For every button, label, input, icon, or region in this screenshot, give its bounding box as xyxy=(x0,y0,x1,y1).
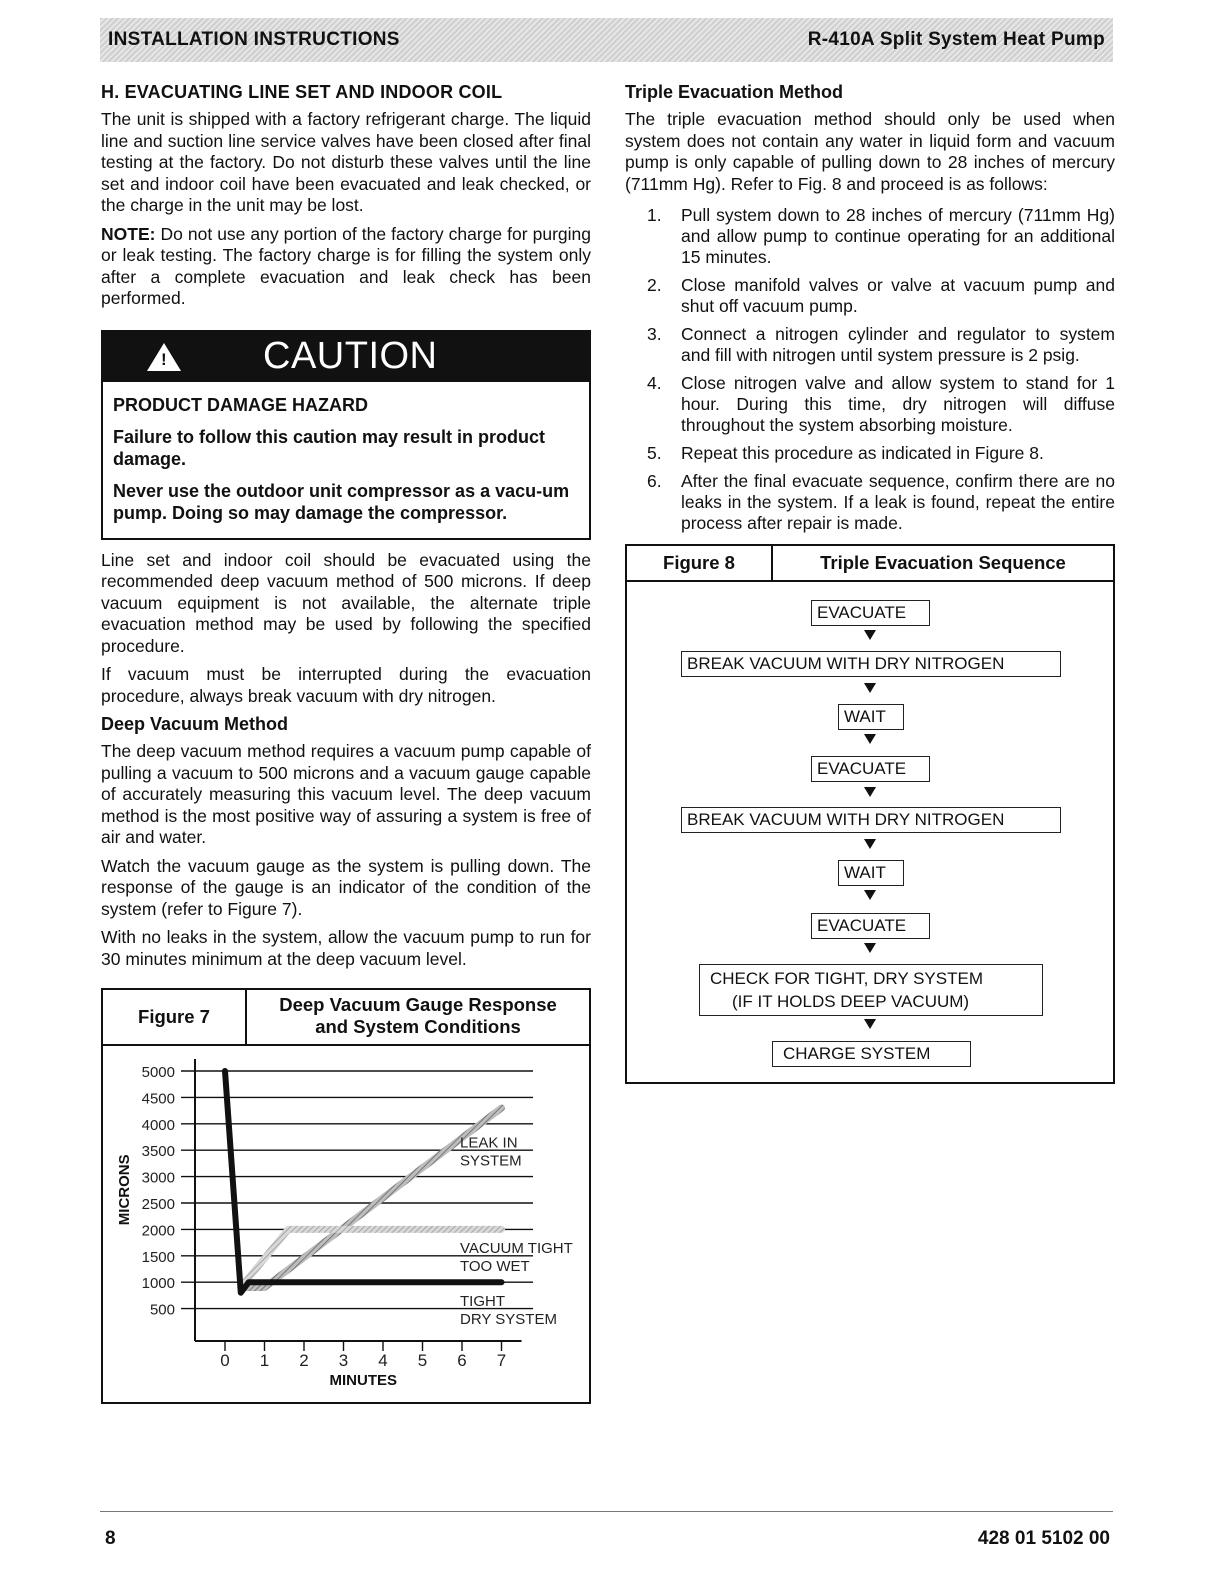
step-text: After the final evacuate sequence, confirm there are no leaks in the system. If a leak is found, repeat the entire process after repair is made. xyxy=(681,471,1115,533)
step-text: Pull system down to 28 inches of mercury (711mm Hg) and allow pump to continue operating for an additional 15 minutes. xyxy=(681,205,1115,267)
caution-line1: Failure to follow this caution may result in product damage. xyxy=(113,426,546,469)
right-column xyxy=(625,82,1115,1084)
figure-8-title: Triple Evacuation Sequence xyxy=(820,552,1066,573)
x-tick-label: 4 xyxy=(378,1351,388,1370)
figure-7 xyxy=(101,988,591,1404)
paragraph-intro: The unit is shipped with a factory refrigerant charge. The liquid line and suction line service valves have been closed after final testing at the factory. Do not disturb these valves until the line set and indoor coil have been evacuated and leak checked, or the charge in the unit may be lost. xyxy=(101,109,591,215)
left-column xyxy=(101,82,591,1404)
step-number: 5. xyxy=(647,443,662,463)
flow-arrow-icon xyxy=(864,839,876,849)
figure-7-header xyxy=(103,990,589,1046)
step-text: Repeat this procedure as indicated in Figure 8. xyxy=(681,443,1044,463)
flow-wait-1: WAIT xyxy=(838,704,904,730)
evacuation-flowchart xyxy=(627,582,1113,1082)
flow-check-line2: (IF IT HOLDS DEEP VACUUM) xyxy=(732,992,970,1011)
flow-break-vacuum-1: BREAK VACUUM WITH DRY NITROGEN xyxy=(681,651,1061,677)
header-left: INSTALLATION INSTRUCTIONS xyxy=(108,29,400,50)
figure-8-header xyxy=(627,546,1113,582)
y-tick-label: 5000 xyxy=(141,1064,175,1081)
caution-body xyxy=(103,382,589,538)
steps-list xyxy=(625,205,1115,534)
x-tick-label: 3 xyxy=(338,1351,349,1370)
y-tick-label: 2000 xyxy=(141,1222,175,1240)
figure-8-number: Figure 8 xyxy=(627,546,773,580)
y-tick-label: 3500 xyxy=(141,1143,175,1161)
flow-check-line1: CHECK FOR TIGHT, DRY SYSTEM xyxy=(710,969,983,988)
flow-evacuate-1: EVACUATE xyxy=(811,600,930,626)
step-text: Close nitrogen valve and allow system to stand for 1 hour. During this time, dry nitrogen will diffuse throughout the system absorbing moisture. xyxy=(681,373,1115,435)
header-right: R-410A Split System Heat Pump xyxy=(807,29,1105,50)
triple-evac-intro: The triple evacuation method should only be used when system does not contain any water in liquid form and vacuum pump is only capable of pulling down to 28 inches of mercury (711mm Hg). Refer to Fig. 8 and proceed is as follows: xyxy=(625,109,1115,194)
flow-arrow-icon xyxy=(864,1019,876,1029)
x-tick-label: 1 xyxy=(259,1351,270,1370)
y-tick-label: 500 xyxy=(149,1301,175,1319)
step-item xyxy=(625,205,1115,268)
x-tick-label: 6 xyxy=(457,1351,467,1370)
caution-word: CAUTION xyxy=(263,335,438,377)
paragraph-deep-vacuum: The deep vacuum method requires a vacuum pump capable of pulling a vacuum to 500 microns and a vacuum gauge capable of accurately measuring this vacuum level. The deep vacuum method is the most positive way of assuring a system is free of air and water. xyxy=(101,741,591,847)
y-tick-label: 1500 xyxy=(141,1248,175,1266)
series-label: DRY SYSTEM xyxy=(460,1310,557,1328)
step-number: 6. xyxy=(647,471,662,491)
step-item xyxy=(625,324,1115,366)
flow-charge-system: CHARGE SYSTEM xyxy=(772,1041,971,1067)
flow-break-vacuum-2: BREAK VACUUM WITH DRY NITROGEN xyxy=(681,807,1061,833)
paragraph-evacuate: Line set and indoor coil should be evacuated using the recommended deep vacuum method of 500 microns. If deep vacuum equipment is not available, the alternate triple evacuation method may be used by following the specified procedure. xyxy=(101,549,591,656)
vacuum-chart xyxy=(103,1046,589,1402)
x-axis-label: MINUTES xyxy=(329,1372,397,1389)
figure-8 xyxy=(625,544,1115,1084)
x-tick-label: 7 xyxy=(496,1351,507,1370)
note-text: Do not use any portion of the factory charge for purging or leak testing. The factory charge is for filling the system only after a complete evacuation and leak check has been performed. xyxy=(101,223,591,308)
note-paragraph xyxy=(101,224,591,310)
flow-arrow-icon xyxy=(864,734,876,744)
warning-icon xyxy=(147,343,181,371)
step-item xyxy=(625,373,1115,436)
step-item xyxy=(625,443,1115,464)
step-text: Connect a nitrogen cylinder and regulator to system and fill with nitrogen until system pressure is 2 psig. xyxy=(681,324,1115,365)
x-tick-label: 0 xyxy=(220,1351,230,1370)
caution-line2: Never use the outdoor unit compressor as a vacu-um pump. Doing so may damage the compressor. xyxy=(113,480,570,523)
step-item xyxy=(625,471,1115,534)
figure-7-title-line2: and System Conditions xyxy=(315,1016,521,1037)
flow-wait-2: WAIT xyxy=(838,860,904,886)
y-tick-label: 3000 xyxy=(141,1169,175,1187)
paragraph-interrupt: If vacuum must be interrupted during the evacuation procedure, always break vacuum with dry nitrogen. xyxy=(101,664,591,706)
step-number: 1. xyxy=(647,205,662,225)
y-tick-label: 4000 xyxy=(141,1116,175,1134)
series-label: TIGHT xyxy=(460,1292,505,1310)
caution-box xyxy=(101,330,591,540)
page-number: 8 xyxy=(105,1528,116,1549)
series-label: SYSTEM xyxy=(460,1152,522,1170)
flow-evacuate-2: EVACUATE xyxy=(811,756,930,782)
flow-check-system xyxy=(699,964,1043,1016)
flow-arrow-icon xyxy=(864,787,876,797)
paragraph-watch-gauge: Watch the vacuum gauge as the system is pulling down. The response of the gauge is an indicator of the condition of the system (refer to Figure 7). xyxy=(101,855,591,919)
caution-bar xyxy=(103,332,589,382)
series-label: LEAK IN xyxy=(460,1134,518,1152)
note-label: NOTE: xyxy=(101,223,156,244)
step-item xyxy=(625,275,1115,317)
step-number: 4. xyxy=(647,373,662,393)
x-tick-label: 2 xyxy=(299,1351,309,1370)
y-tick-label: 2500 xyxy=(141,1196,175,1213)
document-number: 428 01 5102 00 xyxy=(977,1528,1110,1549)
y-tick-label: 4500 xyxy=(141,1090,175,1108)
page-header xyxy=(100,18,1113,62)
deep-vacuum-heading: Deep Vacuum Method xyxy=(101,714,289,734)
triple-evac-heading: Triple Evacuation Method xyxy=(625,82,844,102)
section-heading: H. EVACUATING LINE SET AND INDOOR COIL xyxy=(101,82,503,102)
x-tick-label: 5 xyxy=(417,1351,428,1370)
y-tick-label: 1000 xyxy=(141,1275,175,1293)
paragraph-no-leaks: With no leaks in the system, allow the vacuum pump to run for 30 minutes minimum at the deep vacuum level. xyxy=(101,927,591,969)
series-label: VACUUM TIGHT xyxy=(460,1240,573,1258)
figure-7-title xyxy=(247,990,589,1044)
flow-arrow-icon xyxy=(864,683,876,693)
flow-arrow-icon xyxy=(864,890,876,900)
flow-evacuate-3: EVACUATE xyxy=(811,913,930,939)
y-axis-label: MICRONS xyxy=(116,1154,133,1226)
step-text: Close manifold valves or valve at vacuum pump and shut off vacuum pump. xyxy=(681,275,1115,316)
flow-arrow-icon xyxy=(864,943,876,953)
footer-rule xyxy=(100,1511,1113,1512)
step-number: 2. xyxy=(647,275,662,295)
flow-arrow-icon xyxy=(864,630,876,640)
figure-7-number: Figure 7 xyxy=(103,990,247,1044)
caution-hazard: PRODUCT DAMAGE HAZARD xyxy=(113,394,368,415)
step-number: 3. xyxy=(647,324,662,344)
figure-7-title-line1: Deep Vacuum Gauge Response xyxy=(279,994,557,1015)
series-label: TOO WET xyxy=(460,1258,530,1276)
